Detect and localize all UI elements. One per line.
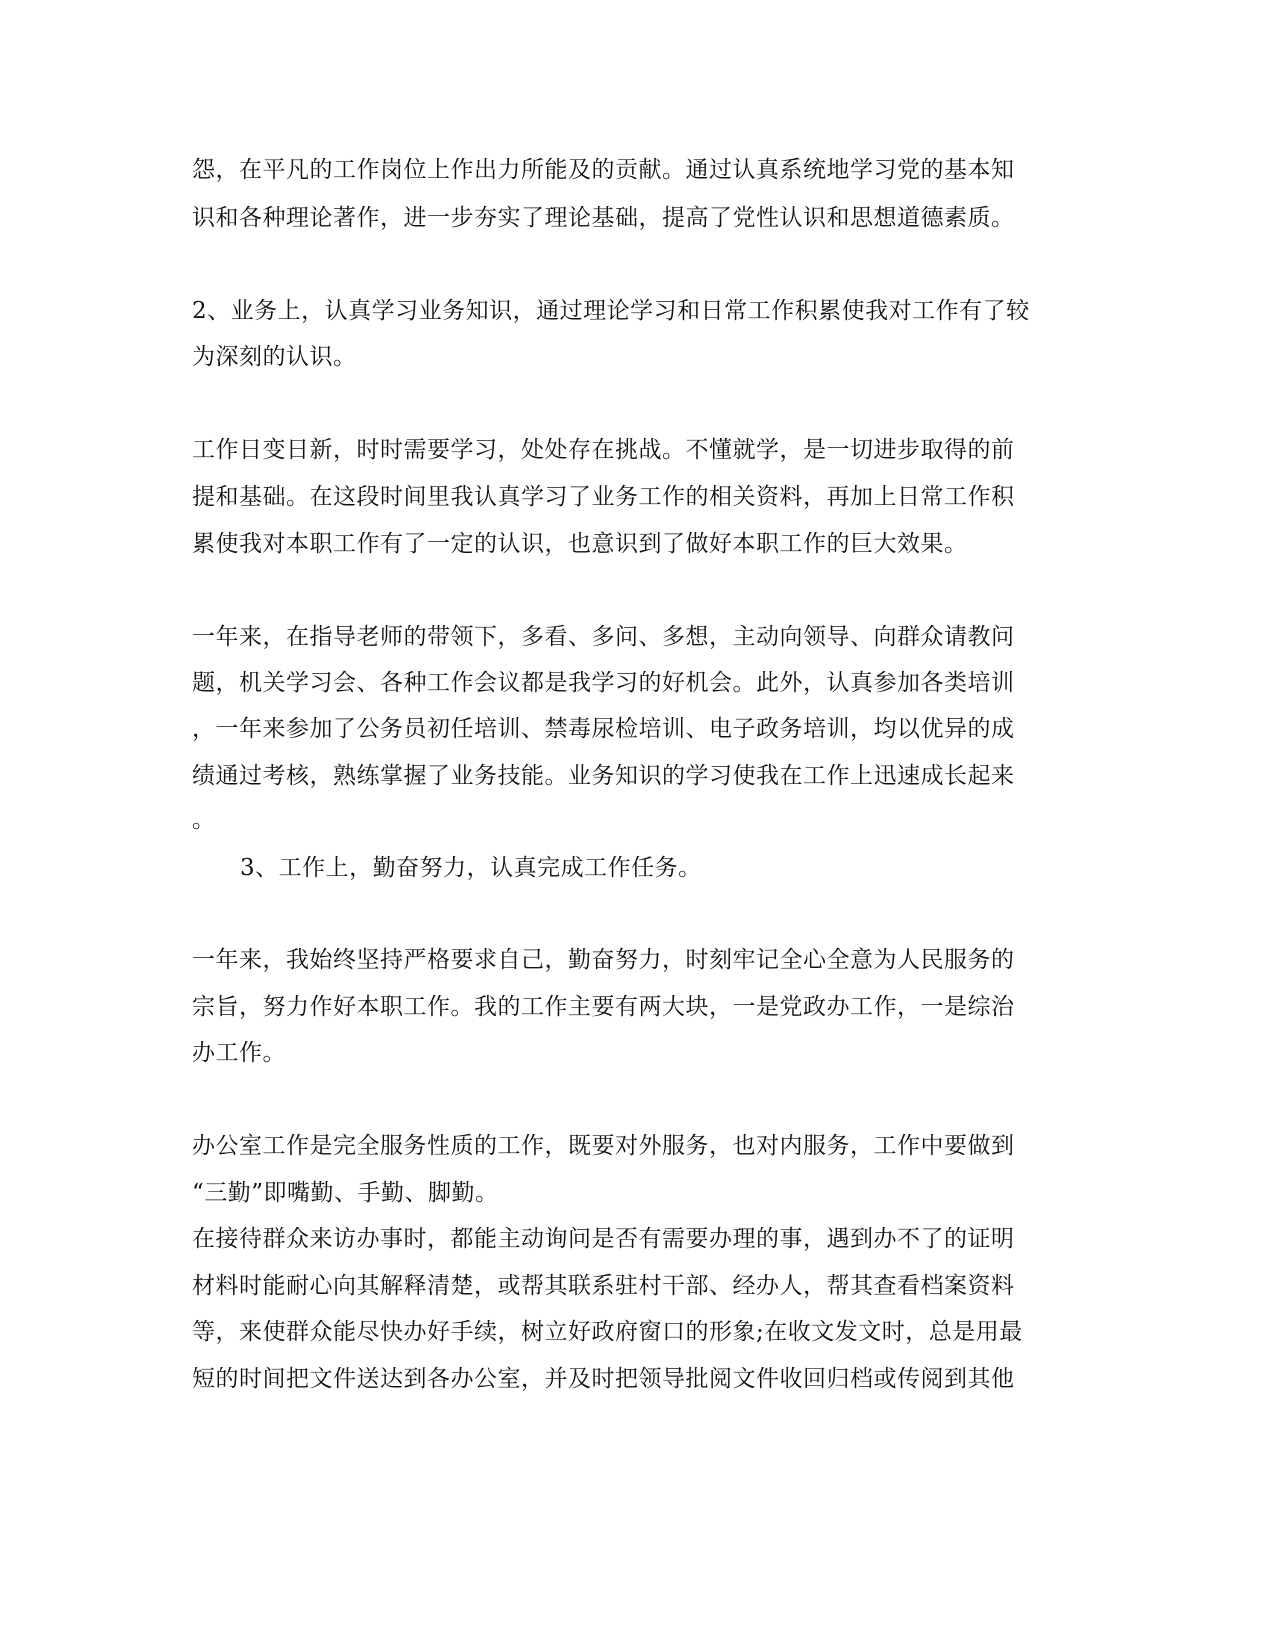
text-line-20: 等，来使群众能尽快办好手续，树立好政府窗口的形象;在收文发文时，总是用最: [192, 1319, 1023, 1345]
text-line-4: 为深刻的认识。: [192, 344, 357, 370]
text-line-8: 一年来，在指导老师的带领下，多看、多问、多想，主动向领导、向群众请教问: [192, 624, 1015, 650]
text-line-5: 工作日变日新，时时需要学习，处处存在挑战。不懂就学，是一切进步取得的前: [192, 437, 1015, 463]
text-line-1: 怨，在平凡的工作岗位上作出力所能及的贡献。通过认真系统地学习党的基本知: [192, 157, 1015, 183]
text-line-13: 一年来，我始终坚持严格要求自己，勤奋努力，时刻牢记全心全意为人民服务的: [192, 947, 1015, 973]
text-line-16: 办公室工作是完全服务性质的工作，既要对外服务，也对内服务，工作中要做到: [192, 1133, 1015, 1159]
text-line-12: 。: [192, 807, 216, 833]
text-line-2: 识和各种理论著作，进一步夯实了理论基础，提高了党性认识和思想道德素质。: [192, 205, 1015, 231]
section-heading-3: 3、工作上，勤奋努力，认真完成工作任务。: [240, 855, 702, 881]
text-line-3: 2、业务上，认真学习业务知识，通过理论学习和日常工作积累使我对工作有了较: [192, 298, 1030, 324]
text-line-6: 提和基础。在这段时间里我认真学习了业务工作的相关资料，再加上日常工作积: [192, 484, 1015, 510]
text-line-14: 宗旨，努力作好本职工作。我的工作主要有两大块，一是党政办工作，一是综治: [192, 994, 1015, 1020]
text-line-18: 在接待群众来访办事时，都能主动询问是否有需要办理的事，遇到办不了的证明: [192, 1226, 1015, 1252]
text-line-9: 题，机关学习会、各种工作会议都是我学习的好机会。此外，认真参加各类培训: [192, 670, 1015, 696]
text-line-19: 材料时能耐心向其解释清楚，或帮其联系驻村干部、经办人，帮其查看档案资料: [192, 1273, 1015, 1299]
text-line-7: 累使我对本职工作有了一定的认识，也意识到了做好本职工作的巨大效果。: [192, 531, 968, 557]
text-line-11: 绩通过考核，熟练掌握了业务技能。业务知识的学习使我在工作上迅速成长起来: [192, 763, 1015, 789]
text-line-21: 短的时间把文件送达到各办公室，并及时把领导批阅文件收回归档或传阅到其他: [192, 1366, 1015, 1392]
text-line-17: “三勤”即嘴勤、手勤、脚勤。: [192, 1180, 499, 1206]
text-line-10: ，一年来参加了公务员初任培训、禁毒尿检培训、电子政务培训，均以优异的成: [192, 716, 1015, 742]
text-line-15: 办工作。: [192, 1040, 286, 1066]
